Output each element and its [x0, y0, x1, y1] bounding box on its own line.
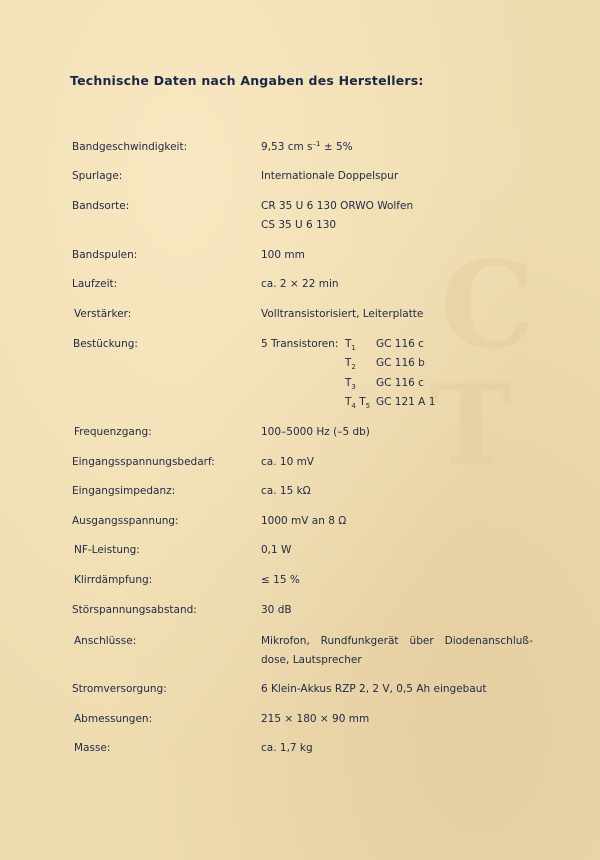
value-tolerance: ± 5% — [320, 141, 353, 153]
spec-value: 0,1 W — [261, 544, 292, 556]
transistor-index: 2 — [351, 363, 356, 371]
spec-label: Abmessungen: — [74, 713, 153, 725]
value-superscript: –1 — [312, 140, 321, 148]
spec-label: Eingangsspannungsbedarf: — [72, 456, 215, 468]
spec-label: Frequenzgang: — [74, 426, 152, 438]
spec-label: Störspannungsabstand: — [72, 604, 197, 616]
spec-value — [261, 137, 353, 158]
spec-value: Internationale Doppelspur — [261, 170, 399, 182]
spec-value: 1000 mV an 8 Ω — [261, 515, 347, 527]
transistor-t: T — [355, 396, 366, 408]
spec-label: Bandgeschwindigkeit: — [72, 141, 188, 153]
show-through-mark: T — [430, 360, 512, 489]
transistor-type: GC 116 c — [376, 377, 424, 389]
value-main: 9,53 cm s — [261, 141, 313, 153]
spec-value: 100–5000 Hz (–5 db) — [261, 426, 370, 438]
transistor-designator — [345, 334, 356, 355]
spec-label: Klirrdämpfung: — [74, 574, 153, 586]
spec-label: Bestückung: — [73, 338, 138, 350]
show-through-mark: C — [440, 235, 536, 376]
spec-label: Anschlüsse: — [74, 635, 137, 647]
transistor-designator — [345, 353, 356, 374]
transistor-type: GC 121 A 1 — [376, 396, 436, 408]
spec-value: 6 Klein-Akkus RZP 2, 2 V, 0,5 Ah eingebaut — [261, 683, 487, 695]
transistor-t: T — [345, 357, 352, 369]
spec-value: ≤ 15 % — [261, 574, 300, 586]
spec-label: Eingangsimpedanz: — [72, 485, 176, 497]
spec-value: dose, Lautsprecher — [261, 654, 362, 666]
spec-label: Masse: — [74, 742, 111, 754]
spec-value: CR 35 U 6 130 ORWO Wolfen — [261, 200, 414, 212]
transistor-index: 1 — [351, 344, 356, 352]
spec-value: CS 35 U 6 130 — [261, 219, 337, 231]
spec-value: ca. 10 mV — [261, 456, 314, 468]
spec-label: Verstärker: — [74, 308, 132, 320]
spec-value: 30 dB — [261, 604, 292, 616]
spec-label: Bandsorte: — [72, 200, 130, 212]
spec-value: 215 × 180 × 90 mm — [261, 713, 370, 725]
spec-label: Laufzeit: — [72, 278, 118, 290]
spec-value: Mikrofon, Rundfunkgerät über Diodenanschluß- — [261, 635, 533, 647]
spec-value: ca. 1,7 kg — [261, 742, 313, 754]
spec-label: Bandspulen: — [72, 249, 138, 261]
transistor-type: GC 116 c — [376, 338, 424, 350]
transistor-designator — [345, 373, 356, 394]
transistor-type: GC 116 b — [376, 357, 425, 369]
spec-label: Ausgangsspannung: — [72, 515, 179, 527]
spec-value: 100 mm — [261, 249, 305, 261]
spec-value: Volltransistorisiert, Leiterplatte — [261, 308, 424, 320]
spec-label: NF-Leistung: — [74, 544, 140, 556]
spec-value: ca. 2 × 22 min — [261, 278, 339, 290]
transistor-designator — [345, 392, 370, 413]
transistor-t: T — [345, 338, 352, 350]
page-title: Technische Daten nach Angaben des Herstellers: — [70, 73, 424, 88]
transistor-prefix: 5 Transistoren: — [261, 338, 339, 350]
transistor-t: T — [345, 377, 352, 389]
spec-value: ca. 15 kΩ — [261, 485, 311, 497]
spec-label: Stromversorgung: — [72, 683, 167, 695]
transistor-index: 3 — [351, 383, 356, 391]
transistor-index: 5 — [365, 402, 371, 410]
transistor-t: T — [345, 396, 352, 408]
spec-label: Spurlage: — [72, 170, 123, 182]
transistor-index: 4 — [351, 402, 356, 410]
